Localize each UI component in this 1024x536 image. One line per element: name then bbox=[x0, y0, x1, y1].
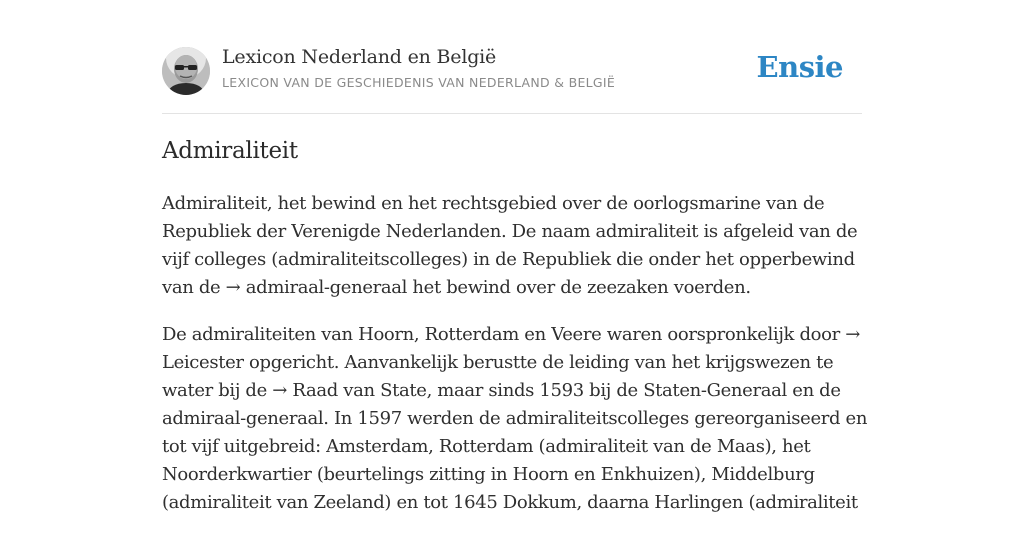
text-span: het bewind over de zeezaken voerden. bbox=[407, 277, 751, 298]
text-line bbox=[162, 433, 862, 461]
text-line bbox=[162, 321, 862, 349]
text-line bbox=[162, 190, 862, 218]
text-span: Noorderkwartier (beurtelings zitting in Hoorn en Enkhuizen), Middelburg bbox=[162, 464, 815, 485]
xref-link-admiraal-generaal[interactable]: → admiraal-generaal bbox=[225, 277, 408, 298]
text-span: tot vijf uitgebreid: Amsterdam, Rotterdam (admiraliteit van de Maas), het bbox=[162, 436, 811, 457]
text-line bbox=[162, 218, 862, 246]
text-line bbox=[162, 489, 862, 517]
text-line bbox=[162, 405, 868, 433]
text-line bbox=[162, 246, 862, 274]
text-line bbox=[162, 377, 862, 405]
text-span: De admiraliteiten van Hoorn, Rotterdam en Veere waren oorspronkelijk door bbox=[162, 324, 846, 345]
text-span: (admiraliteit van Zeeland) en tot 1645 Dokkum, daarna Harlingen (admiraliteit bbox=[162, 492, 858, 513]
author-portrait-image bbox=[162, 47, 210, 95]
text-span: opgericht. Aanvankelijk berustte de leiding van het krijgswezen te bbox=[243, 352, 834, 373]
ensie-logo-link[interactable]: Ensie bbox=[756, 50, 843, 84]
xref-link-raad-van-state[interactable]: → Raad van State bbox=[272, 380, 427, 401]
article-title: Admiraliteit bbox=[162, 138, 298, 164]
text-line bbox=[162, 461, 862, 489]
site-header bbox=[162, 0, 862, 114]
article-paragraph-2 bbox=[162, 321, 868, 517]
text-span: van de bbox=[162, 277, 226, 298]
author-avatar[interactable] bbox=[162, 47, 210, 95]
xref-link-leicester-arrow[interactable]: → bbox=[845, 324, 860, 345]
page-container bbox=[162, 0, 868, 513]
text-line bbox=[162, 349, 862, 377]
text-span: , maar sinds 1593 bij de Staten-Generaal en de bbox=[426, 380, 841, 401]
site-subtitle: LEXICON VAN DE GESCHIEDENIS VAN NEDERLAND & BELGIË bbox=[222, 75, 616, 90]
xref-link-leicester[interactable]: Leicester bbox=[162, 352, 244, 373]
article-paragraph-1 bbox=[162, 190, 862, 302]
text-span: vijf colleges (admiraliteitscolleges) in de Republiek die onder het opperbewind bbox=[162, 249, 855, 270]
text-span: water bij de bbox=[162, 380, 273, 401]
text-line bbox=[162, 274, 862, 302]
text-span: admiraal-generaal. In 1597 werden de admiraliteitscolleges gereorganiseerd en bbox=[162, 408, 868, 429]
article-body bbox=[162, 190, 868, 536]
text-span: Republiek der Verenigde Nederlanden. De naam admiraliteit is afgeleid van de bbox=[162, 221, 858, 242]
site-name[interactable]: Lexicon Nederland en België bbox=[222, 46, 497, 68]
text-span: Admiraliteit, het bewind en het rechtsgebied over de oorlogsmarine van de bbox=[162, 193, 825, 214]
